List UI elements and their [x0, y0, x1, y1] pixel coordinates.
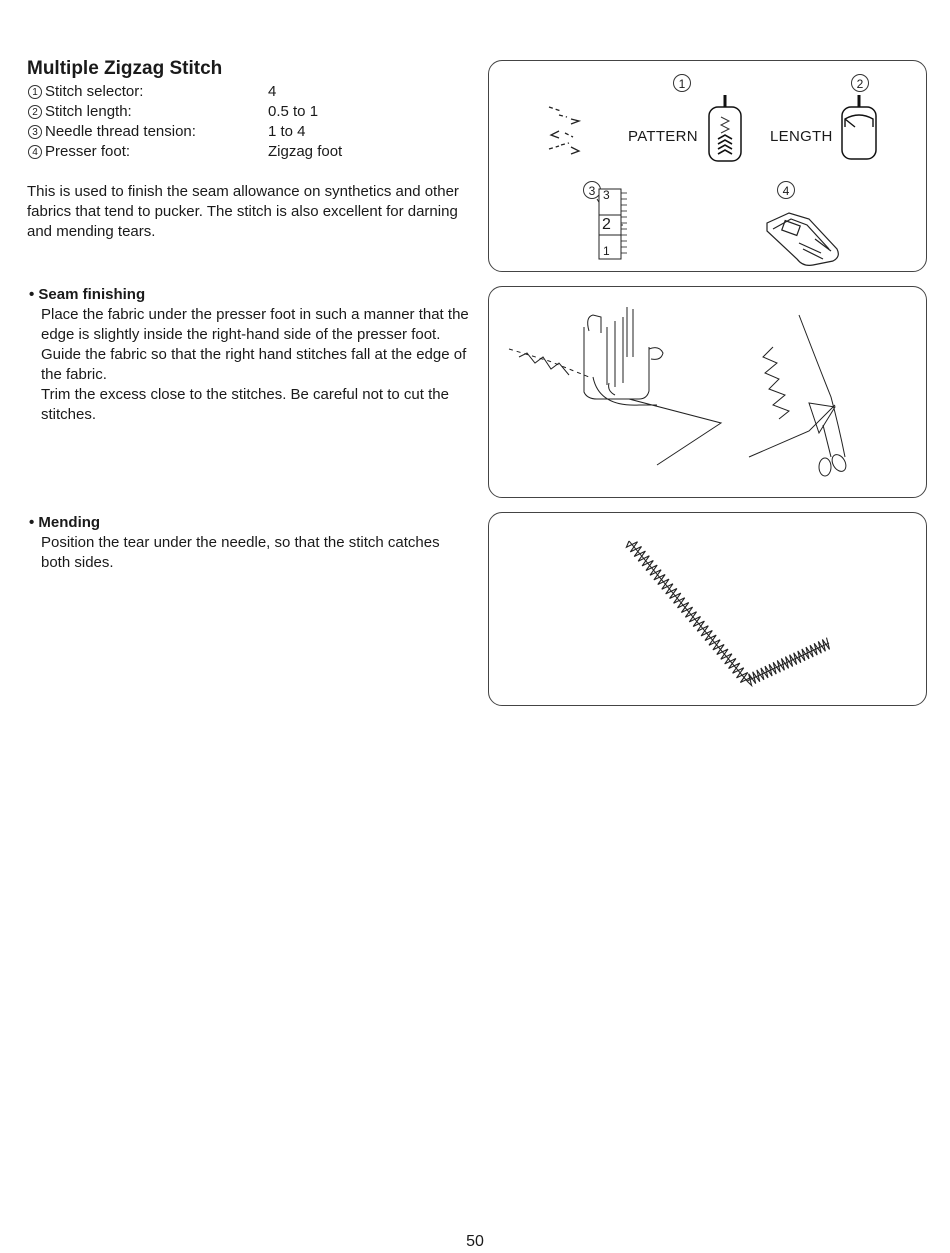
- tension-mark-2: 2: [602, 216, 611, 233]
- seam-finishing-heading: • Seam finishing: [29, 286, 146, 303]
- settings-illustration-panel: [488, 60, 927, 272]
- callout-number: 4: [28, 145, 42, 159]
- callout-number: 1: [28, 85, 42, 99]
- setting-value: 4: [268, 83, 277, 100]
- setting-value: 1 to 4: [268, 123, 306, 140]
- setting-row-stitch-length: [28, 102, 342, 122]
- seam-finishing-illustration-panel: [488, 286, 927, 498]
- scissors-trimming-illustration: [739, 307, 859, 487]
- setting-row-thread-tension: [28, 122, 342, 142]
- seam-finishing-body: Place the fabric under the presser foot in such a manner that the edge is slightly inside the right-hand side of the presser foot. Guide the fabric so that the right hand stitches fall at the edge of the fabric. Trim the excess close to the stitches. Be careful not to cut the stitches.: [41, 306, 469, 423]
- setting-label: Presser foot:: [45, 143, 131, 160]
- section-title: Multiple Zigzag Stitch: [27, 58, 223, 79]
- callout-4: 4: [777, 181, 795, 199]
- callout-1: 1: [673, 74, 691, 92]
- tension-mark-3: 3: [603, 188, 610, 202]
- tension-mark-1: 1: [603, 244, 610, 258]
- length-label: LENGTH: [770, 128, 833, 145]
- mending-illustration-panel: [488, 512, 927, 706]
- setting-label: Stitch length:: [45, 103, 132, 120]
- callout-3: 3: [583, 181, 601, 199]
- mending-body: Position the tear under the needle, so that the stitch catches both sides.: [41, 534, 440, 571]
- setting-row-presser-foot: [28, 142, 342, 162]
- setting-value: Zigzag foot: [268, 143, 343, 160]
- presser-foot-illustration: [489, 287, 926, 497]
- setting-label: Stitch selector:: [45, 83, 144, 100]
- callout-number: 3: [28, 125, 42, 139]
- zigzag-stitch-icon: [539, 101, 599, 171]
- zigzag-foot-icon: [759, 209, 849, 269]
- setting-row-stitch-selector: [28, 82, 342, 102]
- pattern-dial-icon: [707, 95, 743, 163]
- settings-list: [28, 82, 342, 162]
- intro-paragraph: This is used to finish the seam allowance on synthetics and other fabrics that tend to pucker. The stitch is also excellent for darning and mending tears.: [27, 183, 459, 240]
- setting-label: Needle thread tension:: [45, 123, 196, 140]
- tension-dial-icon: [593, 185, 639, 263]
- page-number: 50: [466, 1233, 484, 1250]
- callout-number: 2: [28, 105, 42, 119]
- length-dial-icon: [839, 95, 879, 163]
- callout-2: 2: [851, 74, 869, 92]
- pattern-label: PATTERN: [628, 128, 698, 145]
- setting-value: 0.5 to 1: [268, 103, 319, 120]
- mending-stitch-illustration: [489, 513, 926, 705]
- mending-heading: • Mending: [29, 514, 101, 531]
